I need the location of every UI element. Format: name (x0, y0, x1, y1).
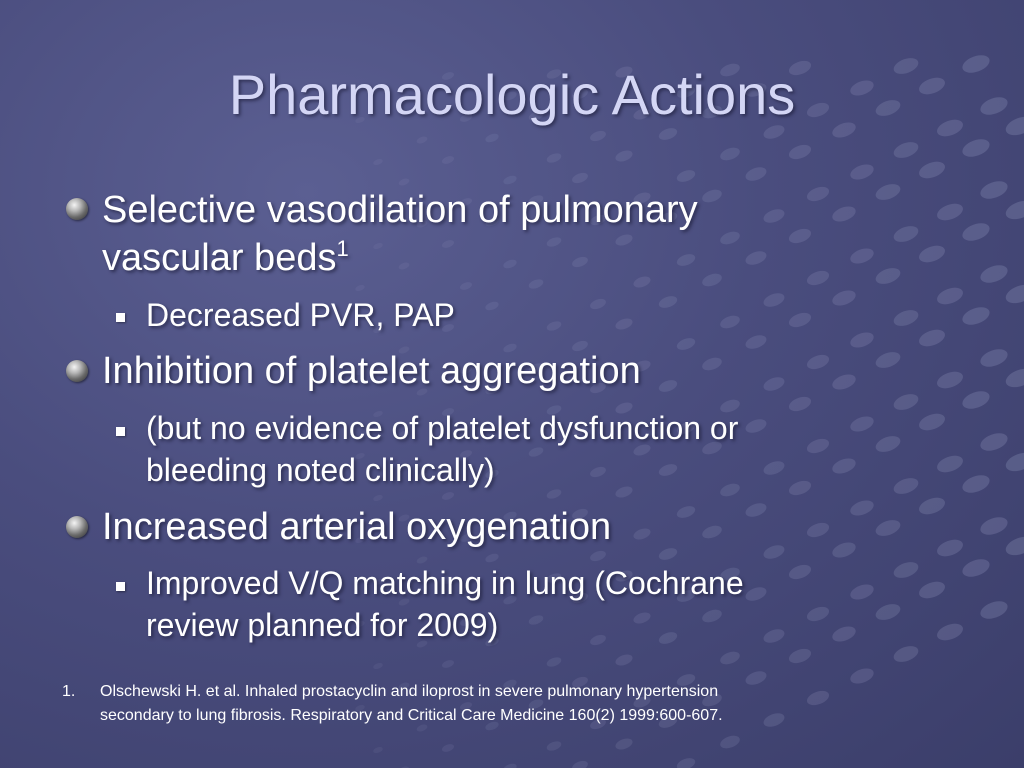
square-bullet-icon (116, 582, 125, 591)
sub-bullet-1-line-1: Decreased PVR, PAP (146, 297, 455, 333)
bullet-3-line-1: Increased arterial oxygenation (102, 506, 612, 548)
sphere-bullet-icon (66, 360, 88, 382)
square-bullet-icon (116, 313, 125, 322)
footnote-line-2: secondary to lung fibrosis. Respiratory and Critical Care Medicine 160(2) 1999:600-607. (100, 707, 723, 724)
footnote-line-1: Olschewski H. et al. Inhaled prostacyclin and iloprost in severe pulmonary hypertension (100, 683, 719, 700)
sub-bullet-3-line-2: review planned for 2009) (146, 607, 499, 643)
bullet-1-text: vascular beds (102, 237, 337, 279)
slide-title: Pharmacologic Actions (228, 63, 796, 126)
bullet-1-line-2 (102, 234, 349, 287)
square-bullet-icon (116, 427, 125, 436)
sub-bullet-3-line-1: Improved V/Q matching in lung (Cochrane (146, 565, 744, 601)
footnote-number: 1. (62, 683, 76, 700)
sub-bullet-2-line-2: bleeding noted clinically) (146, 452, 495, 488)
sphere-bullet-icon (66, 516, 88, 538)
bullet-1-line-1: Selective vasodilation of pulmonary (102, 189, 698, 231)
citation-superscript: 1 (336, 236, 349, 261)
sub-bullet-2-line-1: (but no evidence of platelet dysfunction or (146, 410, 739, 446)
bullet-2-line-1: Inhibition of platelet aggregation (102, 350, 641, 392)
sphere-bullet-icon (66, 198, 88, 220)
